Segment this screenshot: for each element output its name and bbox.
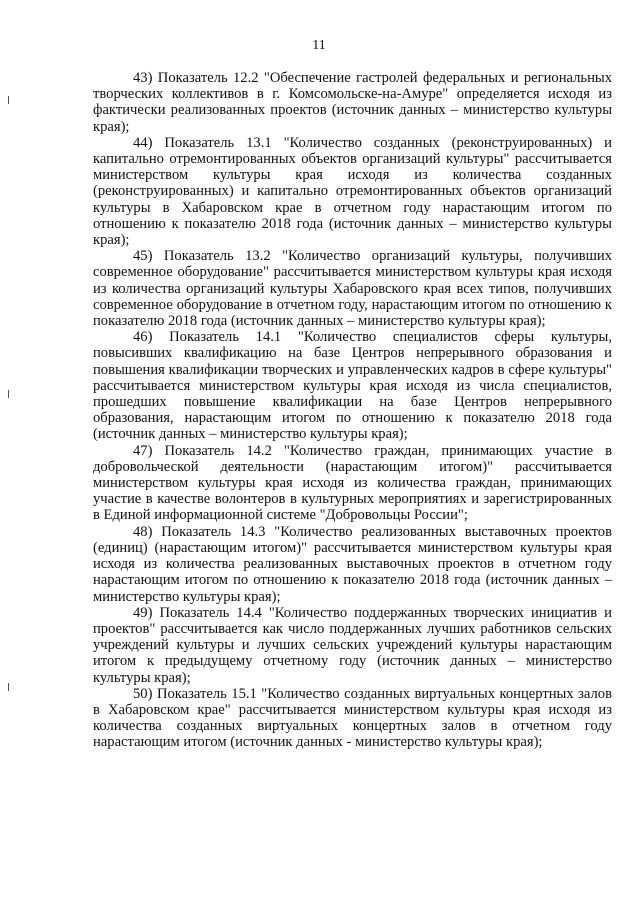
page-number: 11 xyxy=(312,38,326,53)
margin-mark xyxy=(8,96,9,104)
paragraph-50: 50) Показатель 15.1 "Количество созданных виртуальных концертных залов в Хабаровском крае" рассчитывается министерством культуры края исходя из количества созданных виртуальных концертных залов в отчетном году нарастающим итогом (источник данных - министерство культуры края); xyxy=(93,685,612,751)
paragraph-43: 43) Показатель 12.2 "Обеспечение гастролей федеральных и региональных творческих коллективов в г. Комсомольске-на-Амуре" определяется исходя из фактически реализованных проектов (источник данных – министерство культуры края); xyxy=(93,70,612,135)
paragraph-49: 49) Показатель 14.4 "Количество поддержанных творческих инициатив и проектов" рассчитывается как число поддержанных лучших работников сельских учреждений культуры и лучших сельских учреждений культуры нарастающим итогом к предыдущему отчетному году (источник данных – министерство культуры края); xyxy=(93,604,612,686)
margin-mark xyxy=(8,683,9,691)
paragraph-44: 44) Показатель 13.1 "Количество созданных (реконструированных) и капитально отремонтированных объектов организаций культуры" рассчитывается министерством культуры края исходя из количества созданных (реконструированных) и капитально отремонтированных объектов организаций культуры в Хабаровском крае в отчетном году нарастающим итогом по отношению к показателю 2018 года (источник данных – министерство культуры края); xyxy=(93,134,612,249)
margin-mark xyxy=(8,390,9,398)
paragraph-45: 45) Показатель 13.2 "Количество организаций культуры, получивших современное оборудование" рассчитывается министерством культуры края исходя из количества организаций культуры Хабаровского края всех типов, получивших современное оборудование в отчетном году, нарастающим итогом по отношению к показателю 2018 года (источник данных – министерство культуры края); xyxy=(93,248,612,330)
paragraph-48: 48) Показатель 14.3 "Количество реализованных выставочных проектов (единиц) (нарастающим итогом)" рассчитывается министерством культуры края исходя из количества реализованных выставочных проектов в отчетном году нарастающим итогом по отношению к показателю 2018 года (источник данных – министерство культуры края); xyxy=(93,523,612,605)
paragraph-47: 47) Показатель 14.2 "Количество граждан, принимающих участие в добровольческой деятельности (нарастающим итогом)" рассчитывается министерством культуры края исходя из количества граждан, принимающих участие в качестве волонтеров в культурных мероприятиях и зарегистрированных в Единой информационной системе "Добровольцы России"; xyxy=(93,442,612,524)
document-body xyxy=(93,70,612,751)
paragraph-46: 46) Показатель 14.1 "Количество специалистов сферы культуры, повысивших квалификацию на базе Центров непрерывного образования и повышения квалификации творческих и управленческих кадров в сфере культуры" рассчитывается министерством культуры края исходя из числа специалистов, прошедших повышение квалификации на базе Центров непрерывного образования, нарастающим итогом по отношению к показателю 2018 года (источник данных – министерство культуры края); xyxy=(93,329,612,443)
